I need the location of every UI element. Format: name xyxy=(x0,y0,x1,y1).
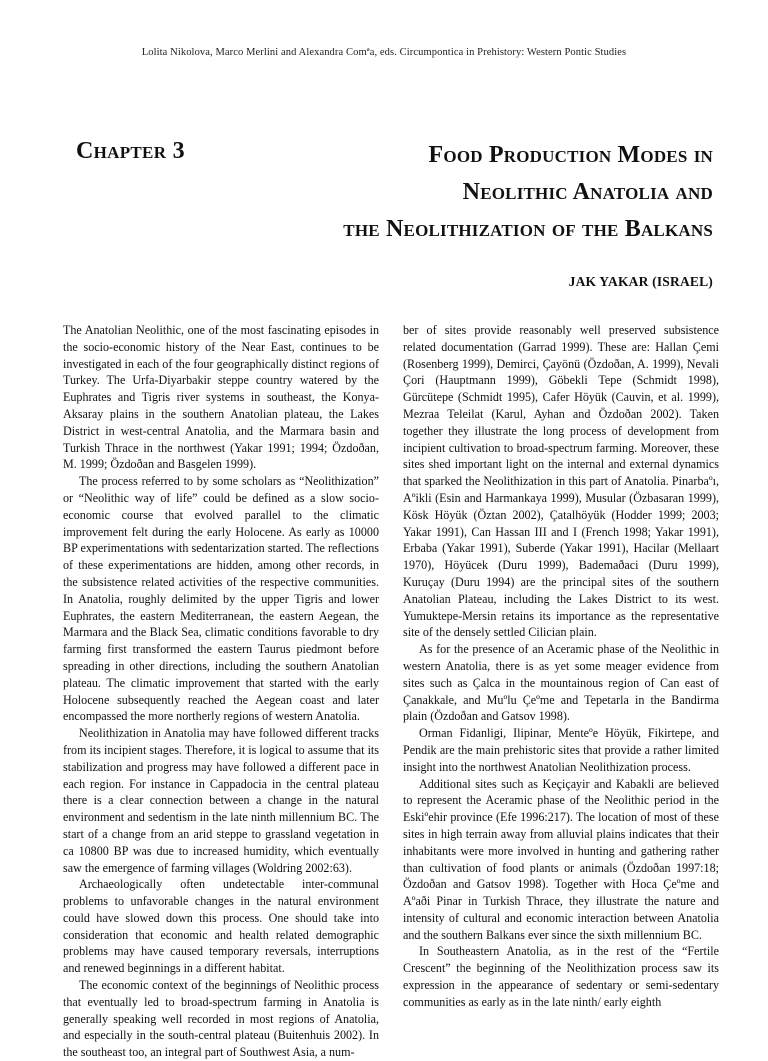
paragraph: Neolithization in Anatolia may have followed different tracks from its incipient stages. Therefore, it is logical to assume that its stabilization and progress may have followed a different pace in each region. For instance in Cappadocia in the central plateau there is a clear connection between a change in the natural environment and sedentism in the late ninth millennium BC. The start of a change from an arid steppe to grassland vegetation in ca 10800 BP was due to increased humidity, which eventually saw the emergence of farming villages (Woldring 2002:63). xyxy=(63,726,379,875)
chapter-label: Chapter 3 xyxy=(76,138,185,164)
paragraph: The economic context of the beginnings of Neolithic process that eventually led to broad-spectrum farming in Anatolia is generally speaking well recorded in most regions of Anatolia, and especially in the south-central plateau (Buitenhuis 2002). In the southeast too, an integral part of Southwest Asia, a num- xyxy=(63,978,379,1060)
chapter-title-line-1: Food Production Modes in xyxy=(428,142,713,168)
paragraph: The process referred to by some scholars as “Neolithization” or “Neolithic way of life” could be defined as a slow socio-economic course that evolved parallel to the climatic improvement felt during the early Holocene. As early as 10000 BP experimentations with sedentarization started. The reflections of these experimentations are hidden, among other records, in the subsistence related activities of the respective communities. In Anatolia, roughly delimited by the upper Tigris and lower Euphrates, the eastern Mediterranean, the eastern Aegean, the Marmara and the Black Sea, climatic conditions favorable to dry farming first transformed the eastern Taurus piedmont before spreading in other directions, including the southern Anatolian plateau. The climatic improvement that started with the early Holocene subsequently reached the Aegean coast and later encompassed the more northerly regions of western Anatolia. xyxy=(63,474,379,724)
paragraph: Archaeologically often undetectable inter-communal problems to unfavorable changes in the natural environment could have slowed down this process. One should take into consideration that economic and health related demographic problems may have caused temporary reversals, interruptions and renewed beginnings in a different habitat. xyxy=(63,877,379,976)
paragraph: In Southeastern Anatolia, as in the rest of the “Fertile Crescent” the beginning of the Neolithization process saw its expression in the appearance of sedentary or semi-sedentary communities as early as in the late ninth/ early eighth xyxy=(403,944,719,1009)
paragraph: ber of sites provide reasonably well preserved subsistence related documentation (Garrad 1999). These are: Hallan Çemi (Rosenberg 1999), Demirci, Çayönü (Özdoðan, A. 1999), Nevali Çori (Hauptmann 1999), Göbekli Tepe (Schmidt 1998), Gürcütepe (Schmidt 1995), Cafer Höyük (Cauvin, et al. 1999), Mezraa Teleilat (Karul, Ayhan and Özdoðan 2002). Taken together they illustrate the long process of development from incipient cultivation to broad-spectrum farming. Moreover, these sites shed important light on the internal and external dynamics that sparked the Neolithization in this part of Anatolia. Pinarbaºı, Aºikli (Esin and Harmankaya 1999), Musular (Özbasaran 1999), Kösk Höyük (Öztan 2002), Çatalhöyük (Hodder 1999; 2003; Yakar 1991), Can Hassan III and I (French 1998; Yakar 1991), Erbaba (Yakar 1991), Suberde (Yakar 1991), Hacilar (Mellaart 1970), Höyücek (Duru 1999), Bademaðaci (Duru 1999), Kuruçay (Duru 1994) are the principal sites of the southern Anatolian Plateau, including the Lakes District to its west. Yumuktepe-Mersin retains its importance as the representative site of the densely settled Cilician plain. xyxy=(403,323,719,640)
author-byline: JAK YAKAR (ISRAEL) xyxy=(568,274,713,289)
paragraph: Orman Fidanligi, Ilipinar, Menteºe Höyük, Fikirtepe, and Pendik are the main prehistoric sites that provide a rather limited insight into the northwest Anatolian Neolithization process. xyxy=(403,726,719,774)
paragraph: As for the presence of an Aceramic phase of the Neolithic in western Anatolia, there is as yet some meager evidence from sites such as Çalca in the mountainous region of Can east of Çanakkale, and Muºlu Çeºme and Tepetarla in the Bandirma plain (Özdoðan and Gatsov 1998). xyxy=(403,642,719,724)
paragraph: The Anatolian Neolithic, one of the most fascinating episodes in the socio-economic history of the Near East, continues to be investigated in each of the four geographically distinct regions of Turkey. The Urfa-Diyarbakir steppe country watered by the Euphrates and Tigris river systems in southeast, the Konya-Aksaray plains in the southern Anatolian plateau, the Lakes District in west-central Anatolia, and the Marmara basin and Turkish Thrace in the northwest (Yakar 1991; 1994; Özdoðan, M. 1999; Özdoðan and Basgelen 1999). xyxy=(63,323,379,472)
paragraph: Additional sites such as Keçiçayir and Kabakli are believed to represent the Aceramic phase of the Neolithic period in the Eskiºehir province (Efe 1996:217). The location of most of these sites in high terrain away from alluvial plains indicates that their inhabitants were more involved in hunting and gathering rather than cultivation of food plants or animals (Özdoðan 1997:18; Özdoðan and Gatsov 1998). Together with Hoca Çeºme and Aºaði Pinar in Turkish Thrace, they illustrate the nature and intensity of cultural and economic interaction between Anatolia and the southern Balkans ever since the sixth millennium BC. xyxy=(403,776,719,942)
right-column xyxy=(403,322,719,1011)
chapter-title-line-2: Neolithic Anatolia and xyxy=(462,179,713,205)
left-column xyxy=(63,322,379,1061)
chapter-title xyxy=(193,137,713,248)
running-head: Lolita Nikolova, Marco Merlini and Alexandra Comªa, eds. Circumpontica in Prehistory: Western Pontic Studies xyxy=(141,47,627,58)
chapter-title-line-3: the Neolithization of the Balkans xyxy=(343,216,713,242)
